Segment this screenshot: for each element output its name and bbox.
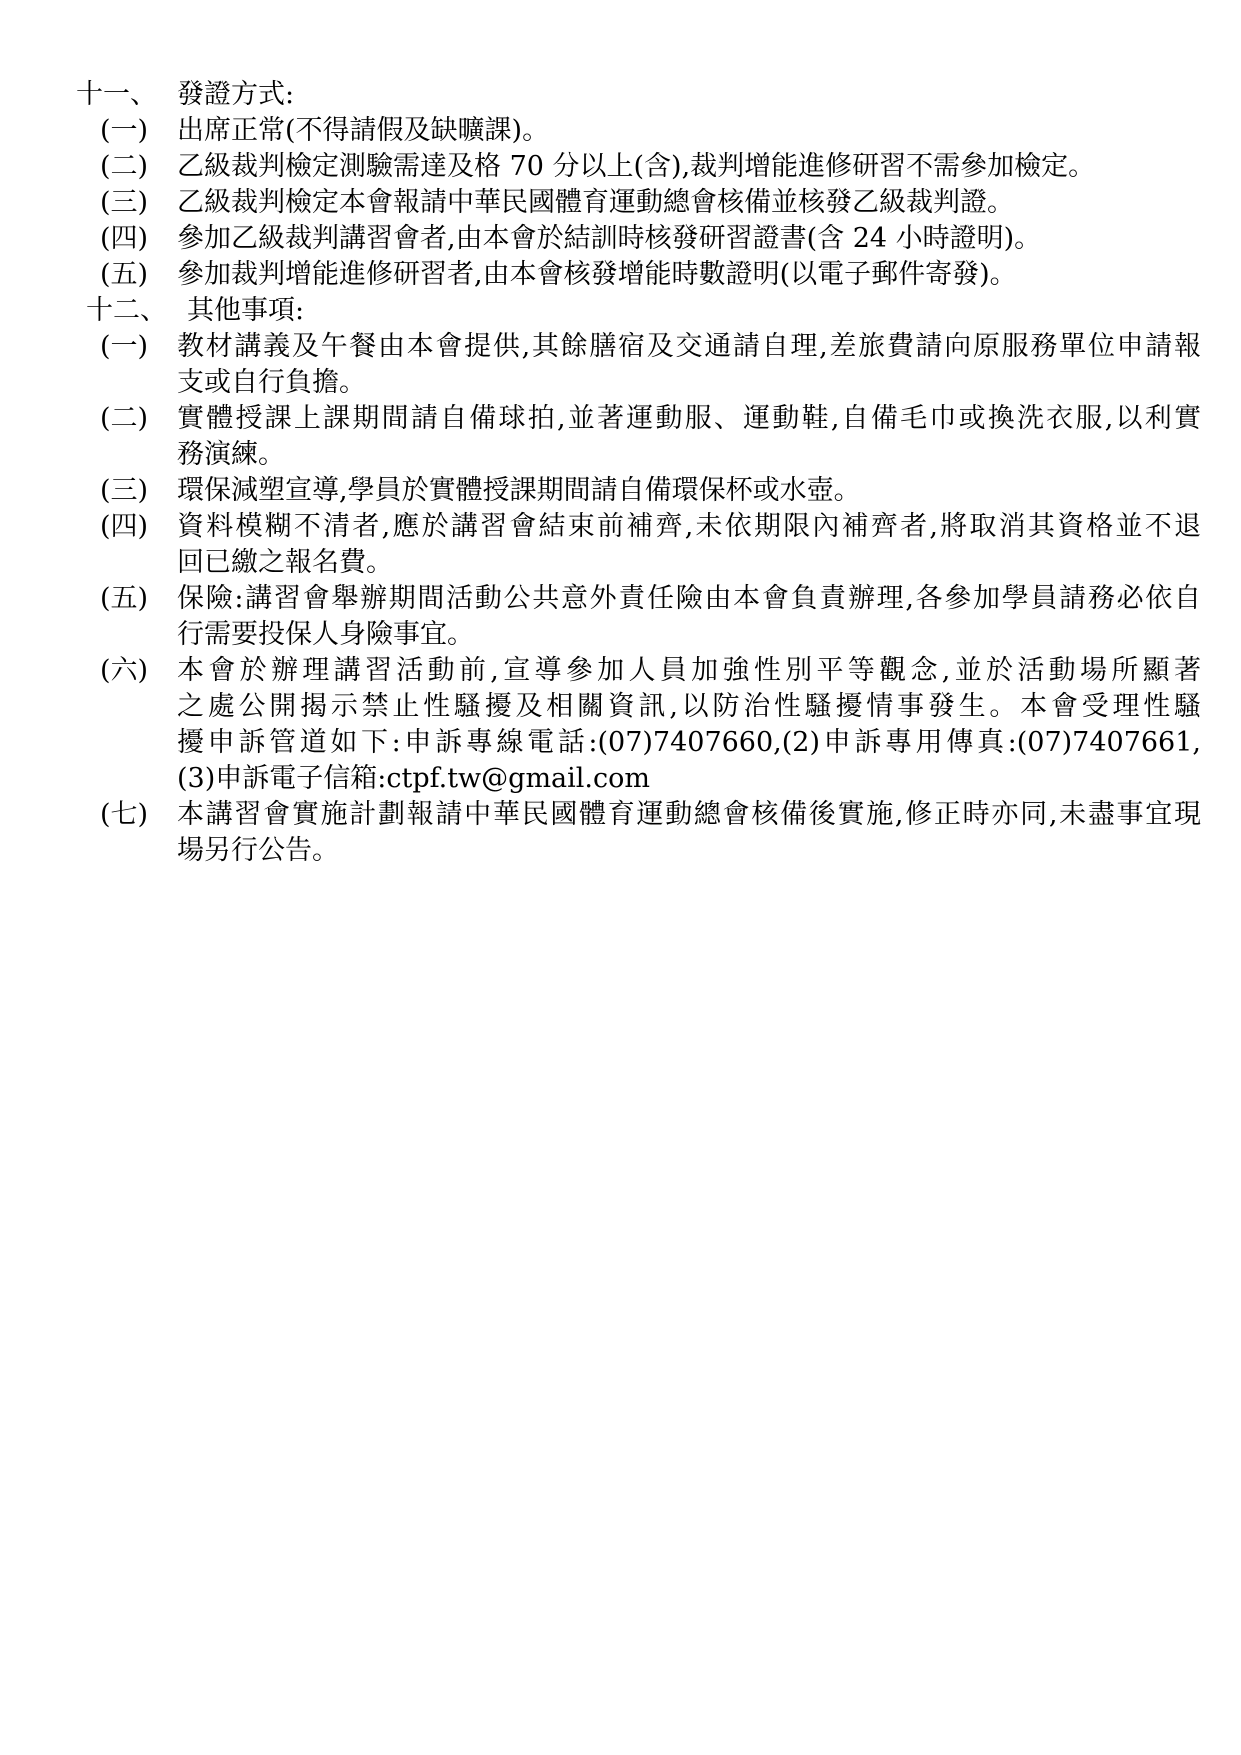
- item-line: 乙級裁判檢定測驗需達及格 70 分以上(含),裁判增能進修研習不需參加檢定。: [177, 151, 1096, 182]
- item-line: 擾申訴管道如下:申訴專線電話:(07)7407660,(2)申訴專用傳真:(07)7407661,: [177, 727, 1201, 758]
- item-marker: (三): [100, 187, 149, 218]
- document-page: [0, 0, 1241, 869]
- item-text: [177, 797, 1201, 869]
- item-marker: (七): [100, 799, 149, 830]
- section-title: 其他事項:: [187, 295, 305, 326]
- item-line: 回已繳之報名費。: [177, 547, 393, 578]
- item-text: [177, 473, 1201, 509]
- item-marker: (一): [100, 115, 149, 146]
- list-item: [0, 401, 1241, 473]
- list-item: [0, 257, 1241, 293]
- item-text: [177, 257, 1201, 293]
- item-line: 支或自行負擔。: [177, 367, 366, 398]
- item-line: 之處公開揭示禁止性騷擾及相關資訊,以防治性騷擾情事發生。本會受理性騷: [177, 691, 1201, 722]
- item-marker: (四): [100, 511, 149, 542]
- item-line: 教材講義及午餐由本會提供,其餘膳宿及交通請自理,差旅費請向原服務單位申請報: [177, 331, 1201, 362]
- item-line: 參加裁判增能進修研習者,由本會核發增能時數證明(以電子郵件寄發)。: [177, 259, 1017, 290]
- item-line: 本講習會實施計劃報請中華民國體育運動總會核備後實施,修正時亦同,未盡事宜現: [177, 799, 1201, 830]
- section-heading: [0, 77, 1241, 113]
- item-marker: (三): [100, 475, 149, 506]
- item-text: [177, 509, 1201, 581]
- list-item: [0, 653, 1241, 797]
- item-marker: (一): [100, 331, 149, 362]
- section-number: 十一、: [76, 79, 157, 110]
- item-line: 本會於辦理講習活動前,宣導參加人員加強性別平等觀念,並於活動場所顯著: [177, 655, 1201, 686]
- item-marker: (六): [100, 655, 149, 686]
- item-text: [177, 221, 1201, 257]
- list-item: [0, 509, 1241, 581]
- item-text: [177, 185, 1201, 221]
- list-item: [0, 113, 1241, 149]
- item-text: [177, 653, 1201, 797]
- item-line: 參加乙級裁判講習會者,由本會於結訓時核發研習證書(含 24 小時證明)。: [177, 223, 1042, 254]
- list-item: [0, 185, 1241, 221]
- section-title: 發證方式:: [177, 79, 295, 110]
- item-text: [177, 113, 1201, 149]
- list-item: [0, 797, 1241, 869]
- item-line: 行需要投保人身險事宜。: [177, 619, 474, 650]
- section-number: 十二、: [86, 295, 167, 326]
- item-line: 實體授課上課期間請自備球拍,並著運動服、運動鞋,自備毛巾或換洗衣服,以利實: [177, 403, 1201, 434]
- list-item: [0, 221, 1241, 257]
- list-item: [0, 581, 1241, 653]
- item-marker: (四): [100, 223, 149, 254]
- item-text: [177, 149, 1201, 185]
- item-line: 務演練。: [177, 439, 285, 470]
- item-marker: (二): [100, 403, 149, 434]
- item-line: 保險:講習會舉辦期間活動公共意外責任險由本會負責辦理,各參加學員請務必依自: [177, 583, 1201, 614]
- item-text: [177, 581, 1201, 653]
- item-marker: (五): [100, 259, 149, 290]
- item-line: 資料模糊不清者,應於講習會結束前補齊,未依期限內補齊者,將取消其資格並不退: [177, 511, 1201, 542]
- item-text: [177, 401, 1201, 473]
- item-text: [177, 329, 1201, 401]
- item-marker: (二): [100, 151, 149, 182]
- item-line: 場另行公告。: [177, 835, 339, 866]
- item-line: 環保減塑宣導,學員於實體授課期間請自備環保杯或水壺。: [177, 475, 861, 506]
- item-marker: (五): [100, 583, 149, 614]
- item-line: (3)申訴電子信箱:ctpf.tw@gmail.com: [177, 763, 650, 794]
- item-line: 出席正常(不得請假及缺曠課)。: [177, 115, 550, 146]
- item-line: 乙級裁判檢定本會報請中華民國體育運動總會核備並核發乙級裁判證。: [177, 187, 1014, 218]
- list-item: [0, 473, 1241, 509]
- section-heading: [0, 293, 1241, 329]
- list-item: [0, 149, 1241, 185]
- list-item: [0, 329, 1241, 401]
